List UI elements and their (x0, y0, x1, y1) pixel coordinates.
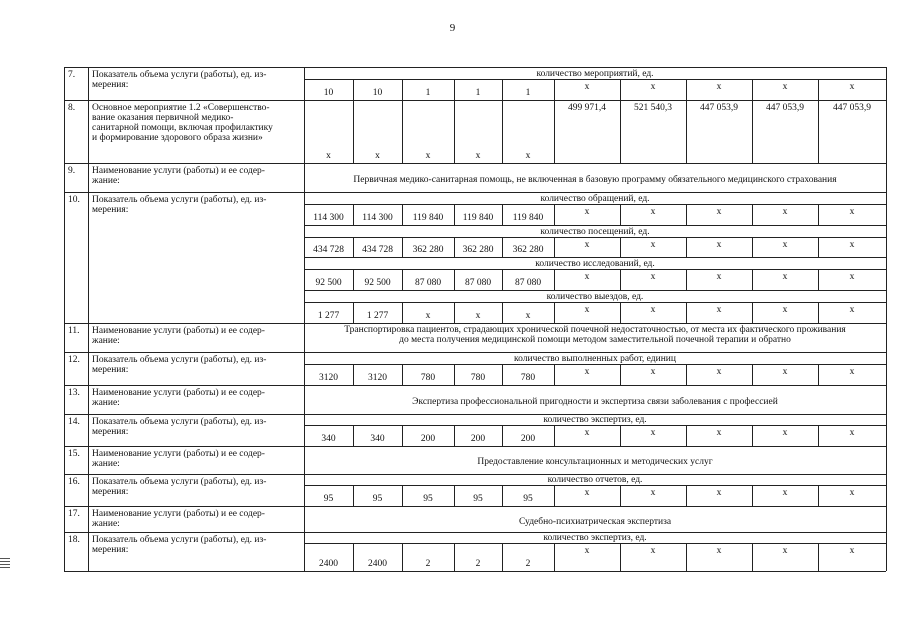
indicator-header: количество отчетов, ед. (547, 475, 643, 485)
value-cell: x (584, 272, 590, 282)
value-cell: x (650, 488, 656, 498)
row-number: 9. (68, 166, 76, 176)
margin-marks (0, 558, 10, 570)
row-label: Наименование услуги (работы) и ее содер- жание: (92, 326, 265, 346)
value-cell: x (716, 488, 722, 498)
value-cell: x (650, 546, 656, 556)
value-cell: x (782, 305, 788, 315)
value-cell: x (849, 305, 855, 315)
value-cell: 2 (475, 559, 481, 569)
service-description: Транспортировка пациентов, страдающих хронической почечной недостаточностью, от места их фактического проживания до места получения медицинской помощи методом заместительной почечной терапии и обратно (344, 325, 846, 345)
value-cell: x (650, 428, 656, 438)
table-border (64, 67, 886, 68)
value-cell: 200 (420, 434, 436, 444)
row-rule (64, 446, 886, 447)
value-cell: 447 053,9 (833, 103, 871, 113)
value-cell: 780 (420, 373, 436, 383)
value-cell: x (849, 367, 855, 377)
indicator-header: количество выездов, ед. (546, 292, 644, 302)
value-cell: 87 080 (464, 278, 492, 288)
service-description: Предоставление консультационных и методических услуг (477, 457, 713, 467)
cell-rule (304, 302, 886, 303)
value-cell: x (849, 428, 855, 438)
value-cell: 780 (520, 373, 536, 383)
value-cell: x (425, 151, 431, 161)
value-cell: x (584, 305, 590, 315)
value-cell: x (650, 240, 656, 250)
value-cell: x (650, 82, 656, 92)
value-cell: 95 (473, 494, 483, 504)
value-cell: 114 300 (362, 213, 393, 223)
row-number: 15. (68, 449, 80, 459)
row-label: Наименование услуги (работы) и ее содер- жание: (92, 449, 265, 469)
value-cell: 2400 (368, 559, 387, 569)
cell-rule (304, 237, 886, 238)
value-cell: x (326, 151, 331, 161)
value-cell: x (650, 207, 656, 217)
row-number: 14. (68, 417, 80, 427)
value-cell: 87 080 (414, 278, 442, 288)
row-number: 16. (68, 477, 80, 487)
value-cell: x (584, 240, 590, 250)
service-description: Первичная медико-санитарная помощь, не включенная в базовую программу обязательного медицинского страхования (353, 175, 837, 185)
indicator-header: количество исследований, ед. (535, 259, 655, 269)
value-cell: x (849, 488, 855, 498)
value-cell: 119 840 (462, 213, 494, 223)
value-cell: 95 (372, 494, 383, 504)
value-cell: 499 971,4 (568, 103, 606, 113)
row-label: Наименование услуги (работы) и ее содер- жание: (92, 166, 265, 186)
value-cell: 95 (523, 494, 533, 504)
value-cell: x (584, 428, 590, 438)
value-cell: 119 840 (512, 213, 544, 223)
value-cell: x (782, 272, 788, 282)
value-cell: 92 500 (315, 278, 342, 288)
row-label: Наименование услуги (работы) и ее содер- жание: (92, 509, 265, 529)
row-label: Показатель объема услуги (работы), ед. из- мерения: (92, 477, 267, 497)
value-cell: x (716, 207, 722, 217)
value-cell: x (475, 151, 481, 161)
value-cell: 1 277 (317, 311, 340, 321)
value-cell: x (782, 207, 788, 217)
value-cell: 95 (423, 494, 433, 504)
value-cell: x (425, 311, 431, 321)
value-cell: 340 (370, 434, 385, 444)
service-description: Экспертиза профессиональной пригодности и экспертиза связи заболевания с профессией (412, 397, 778, 407)
column-rule (88, 67, 89, 571)
value-cell: 362 280 (412, 245, 444, 255)
row-label: Показатель объема услуги (работы), ед. из- мерения: (92, 70, 267, 90)
row-number: 18. (68, 535, 80, 545)
value-cell: x (716, 82, 722, 92)
cell-rule (304, 225, 886, 226)
value-cell: 1 277 (366, 311, 389, 321)
value-cell: 434 728 (362, 245, 393, 255)
value-cell: x (849, 546, 855, 556)
value-cell: 200 (520, 434, 536, 444)
value-cell: 10 (323, 88, 334, 98)
value-cell: x (782, 240, 788, 250)
value-cell: 521 540,3 (634, 103, 672, 113)
row-rule (64, 192, 886, 193)
value-cell: 2400 (319, 559, 338, 569)
value-cell: x (849, 207, 855, 217)
value-cell: 119 840 (412, 213, 444, 223)
value-cell: x (584, 82, 590, 92)
value-cell: 95 (323, 494, 334, 504)
cell-rule (304, 543, 886, 544)
value-cell: x (716, 367, 722, 377)
row-number: 11. (68, 326, 80, 336)
indicator-header: количество мероприятий, ед. (536, 69, 654, 79)
indicator-header: количество экспертиз, ед. (543, 415, 647, 425)
row-rule (64, 323, 886, 324)
value-cell: 87 080 (514, 278, 542, 288)
cell-rule (304, 485, 886, 486)
value-cell: 434 728 (313, 245, 344, 255)
value-cell: x (475, 311, 481, 321)
row-number: 8. (68, 103, 76, 113)
value-cell: x (849, 272, 855, 282)
data-table (64, 67, 886, 571)
value-cell: 114 300 (313, 213, 344, 223)
page-number: 9 (449, 22, 456, 34)
cell-rule (304, 79, 886, 80)
cell-rule (304, 364, 886, 365)
value-cell: 2 (525, 559, 531, 569)
row-number: 7. (68, 70, 76, 80)
value-cell: 10 (372, 88, 383, 98)
value-cell: x (584, 488, 590, 498)
value-cell: 780 (470, 373, 486, 383)
value-cell: x (716, 428, 722, 438)
value-cell: x (525, 151, 531, 161)
value-cell: x (716, 240, 722, 250)
row-number: 10. (68, 195, 80, 205)
table-border (886, 67, 887, 571)
value-cell: x (849, 82, 855, 92)
table-border (64, 67, 65, 571)
value-cell: 2 (425, 559, 431, 569)
value-cell: x (782, 82, 788, 92)
value-cell: 200 (470, 434, 486, 444)
row-rule (64, 163, 886, 164)
indicator-header: количество обращений, ед. (540, 194, 650, 204)
row-label: Показатель объема услуги (работы), ед. из- мерения: (92, 355, 267, 375)
value-cell: 1 (425, 88, 431, 98)
value-cell: x (782, 546, 788, 556)
cell-rule (304, 204, 886, 205)
value-cell: x (650, 367, 656, 377)
value-cell: x (584, 546, 590, 556)
value-cell: x (849, 240, 855, 250)
value-cell: 362 280 (462, 245, 494, 255)
value-cell: x (716, 305, 722, 315)
value-cell: 92 500 (364, 278, 391, 288)
value-cell: 1 (525, 88, 531, 98)
service-description: Судебно-психиатрическая экспертиза (518, 517, 672, 527)
row-rule (64, 100, 886, 101)
indicator-header: количество посещений, ед. (540, 227, 650, 237)
value-cell: x (716, 272, 722, 282)
value-cell: x (782, 367, 788, 377)
row-rule (64, 352, 886, 353)
cell-rule (304, 269, 886, 270)
value-cell: x (716, 546, 722, 556)
table-border (64, 571, 886, 572)
value-cell: x (584, 207, 590, 217)
value-cell: 447 053,9 (700, 103, 738, 113)
value-cell: x (584, 367, 590, 377)
row-label: Показатель объема услуги (работы), ед. из- мерения: (92, 535, 267, 555)
indicator-header: количество экспертиз, ед. (543, 533, 647, 543)
value-cell: 362 280 (512, 245, 544, 255)
cell-rule (304, 290, 886, 291)
cell-rule (304, 425, 886, 426)
value-cell: 1 (475, 88, 481, 98)
value-cell: 3120 (368, 373, 387, 383)
value-cell: x (782, 428, 788, 438)
value-cell: x (375, 151, 380, 161)
row-number: 13. (68, 388, 80, 398)
value-cell: 3120 (319, 373, 338, 383)
row-number: 17. (68, 509, 80, 519)
value-cell: x (650, 305, 656, 315)
row-number: 12. (68, 355, 80, 365)
row-label: Наименование услуги (работы) и ее содер- жание: (92, 388, 265, 408)
cell-rule (304, 257, 886, 258)
value-cell: 447 053,9 (766, 103, 804, 113)
indicator-header: количество выполненных работ, единиц (514, 354, 676, 364)
row-rule (64, 385, 886, 386)
row-label: Показатель объема услуги (работы), ед. из- мерения: (92, 195, 267, 215)
value-cell: 340 (321, 434, 336, 444)
value-cell: x (650, 272, 656, 282)
row-label: Основное мероприятие 1.2 «Совершенство- вание оказания первичной медико- санитарной помощи, включая профилактику и формирование здорового образа жизни» (92, 103, 273, 143)
row-label: Показатель объема услуги (работы), ед. из- мерения: (92, 417, 267, 437)
value-cell: x (525, 311, 531, 321)
row-rule (64, 506, 886, 507)
value-cell: x (782, 488, 788, 498)
